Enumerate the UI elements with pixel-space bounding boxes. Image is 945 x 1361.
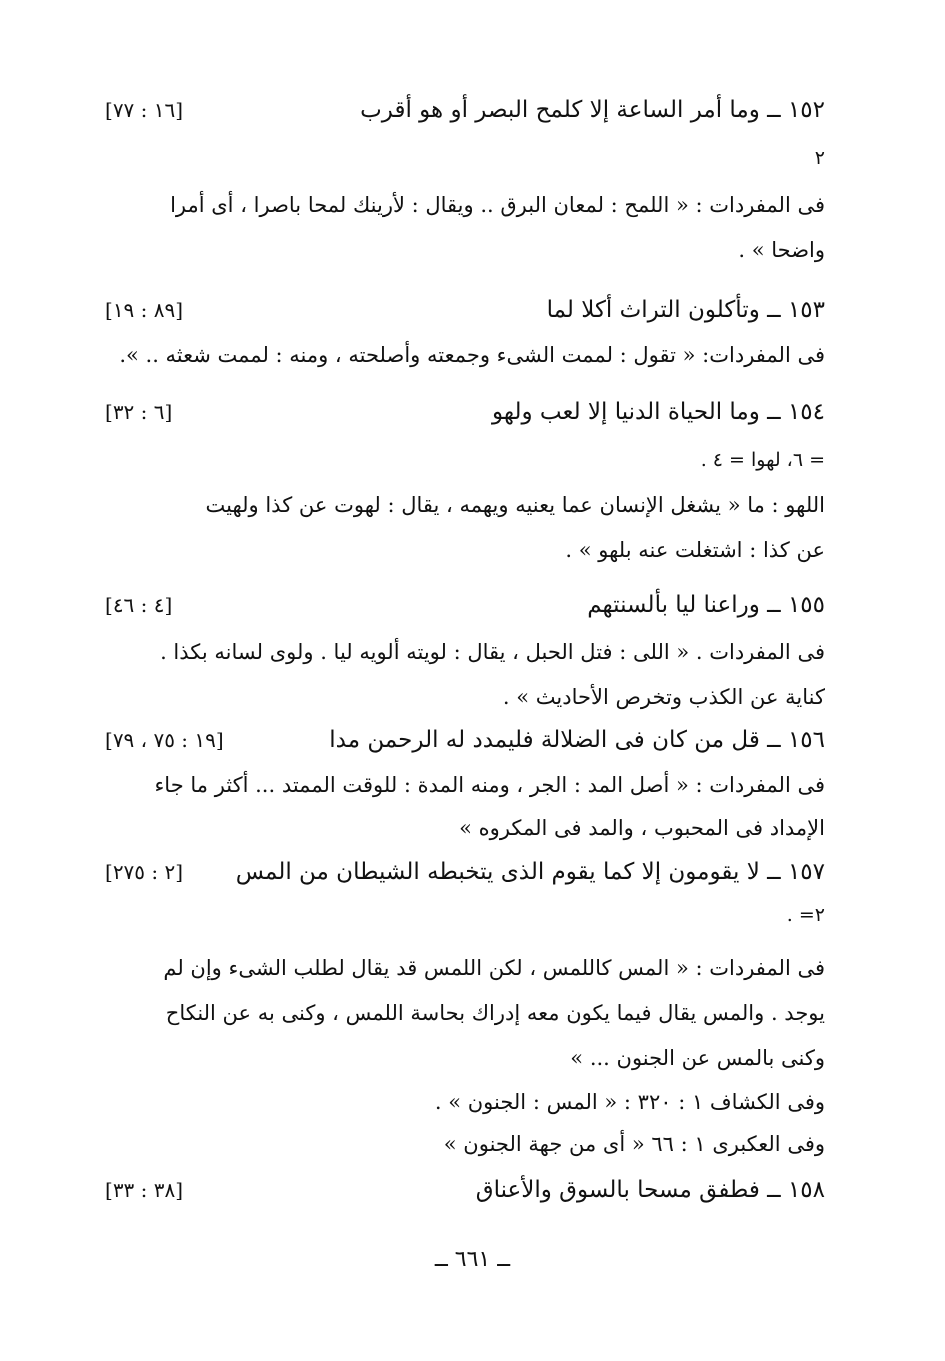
verse-text: ١٥٤ ــ وما الحياة الدنيا إلا لعب ولهو — [491, 399, 825, 425]
entry-157-line-3: وكنى بالمس عن الجنون ... » — [570, 1046, 825, 1070]
entry-155-verse — [105, 585, 825, 625]
verse-reference: [٣٨ : ٣٣] — [105, 1178, 184, 1202]
verse-reference: [٢ : ٢٧٥] — [105, 860, 184, 884]
entry-156-verse — [105, 720, 825, 760]
entry-152-note: ٢ — [814, 147, 825, 169]
entry-152-line-1: فى المفردات : « اللمح : لمعان البرق .. ويقال : لأرينك لمحا باصرا ، أى أمرا — [170, 193, 825, 217]
entry-154-line-1: اللهو : ما « يشغل الإنسان عما يعنيه ويهمه ، يقال : لهوت عن كذا ولهيت — [205, 493, 825, 517]
verse-text: ١٥٦ ــ قل من كان فى الضلالة فليمدد له الرحمن مدا — [329, 727, 825, 753]
entry-153-line-1: فى المفردات: « تقول : لممت الشىء وجمعته وأصلحته ، ومنه : لممت شعثه .. ». — [119, 343, 825, 367]
entry-154-note: = ٦، لهوا = ٤ . — [700, 449, 825, 471]
verse-reference: [٦ : ٣٢] — [105, 400, 173, 424]
verse-text: ١٥٢ ــ وما أمر الساعة إلا كلمح البصر أو هو أقرب — [360, 97, 825, 123]
verse-text: ١٥٨ ــ فطفق مسحا بالسوق والأعناق — [475, 1177, 825, 1203]
verse-text: ١٥٣ ــ وتأكلون التراث أكلا لما — [546, 297, 825, 323]
entry-154-verse — [105, 392, 825, 432]
entry-152-verse — [105, 90, 825, 130]
entry-156-line-1: فى المفردات : « أصل المد : الجر ، ومنه المدة : للوقت الممتد ... أكثر ما جاء — [154, 773, 825, 797]
entry-156-line-2: الإمداد فى المحبوب ، والمد فى المكروه » — [459, 816, 825, 840]
entry-157-note: ٢= . — [786, 904, 825, 926]
page-number: ــ ٦٦١ ــ — [434, 1247, 511, 1272]
verse-text: ١٥٥ ــ وراعنا ليا بألسنتهم — [587, 592, 825, 618]
verse-reference: [١٦ : ٧٧] — [105, 98, 184, 122]
entry-157-line-2: يوجد . والمس يقال فيما يكون معه إدراك بحاسة اللمس ، وكنى به عن النكاح — [165, 1001, 825, 1025]
verse-reference: [٤ : ٤٦] — [105, 593, 173, 617]
entry-154-line-2: عن كذا : اشتغلت عنه بلهو » . — [565, 538, 825, 562]
entry-157-line-4: وفى الكشاف ١ : ٣٢٠ : « المس : الجنون » . — [434, 1090, 825, 1114]
verse-reference: [١٩ : ٧٥ ، ٧٩] — [105, 728, 224, 752]
verse-text: ١٥٧ ــ لا يقومون إلا كما يقوم الذى يتخبطه الشيطان من المس — [235, 859, 825, 885]
entry-157-line-1: فى المفردات : « المس كاللمس ، لكن اللمس قد يقال لطلب الشىء وإن لم — [163, 956, 825, 980]
entry-157-line-5: وفى العكبرى ١ : ٦٦ « أى من جهة الجنون » — [443, 1132, 825, 1156]
entry-155-line-2: كناية عن الكذب وتخرص الأحاديث » . — [502, 685, 825, 709]
verse-reference: [٨٩ : ١٩] — [105, 298, 184, 322]
entry-152-line-2: واضحا » . — [738, 238, 825, 262]
entry-155-line-1: فى المفردات . « اللى : فتل الحبل ، يقال : لويته ألويه ليا . ولوى لسانه بكذا . — [160, 640, 825, 664]
entry-157-verse — [105, 852, 825, 892]
entry-153-verse — [105, 290, 825, 330]
entry-158-verse — [105, 1170, 825, 1210]
